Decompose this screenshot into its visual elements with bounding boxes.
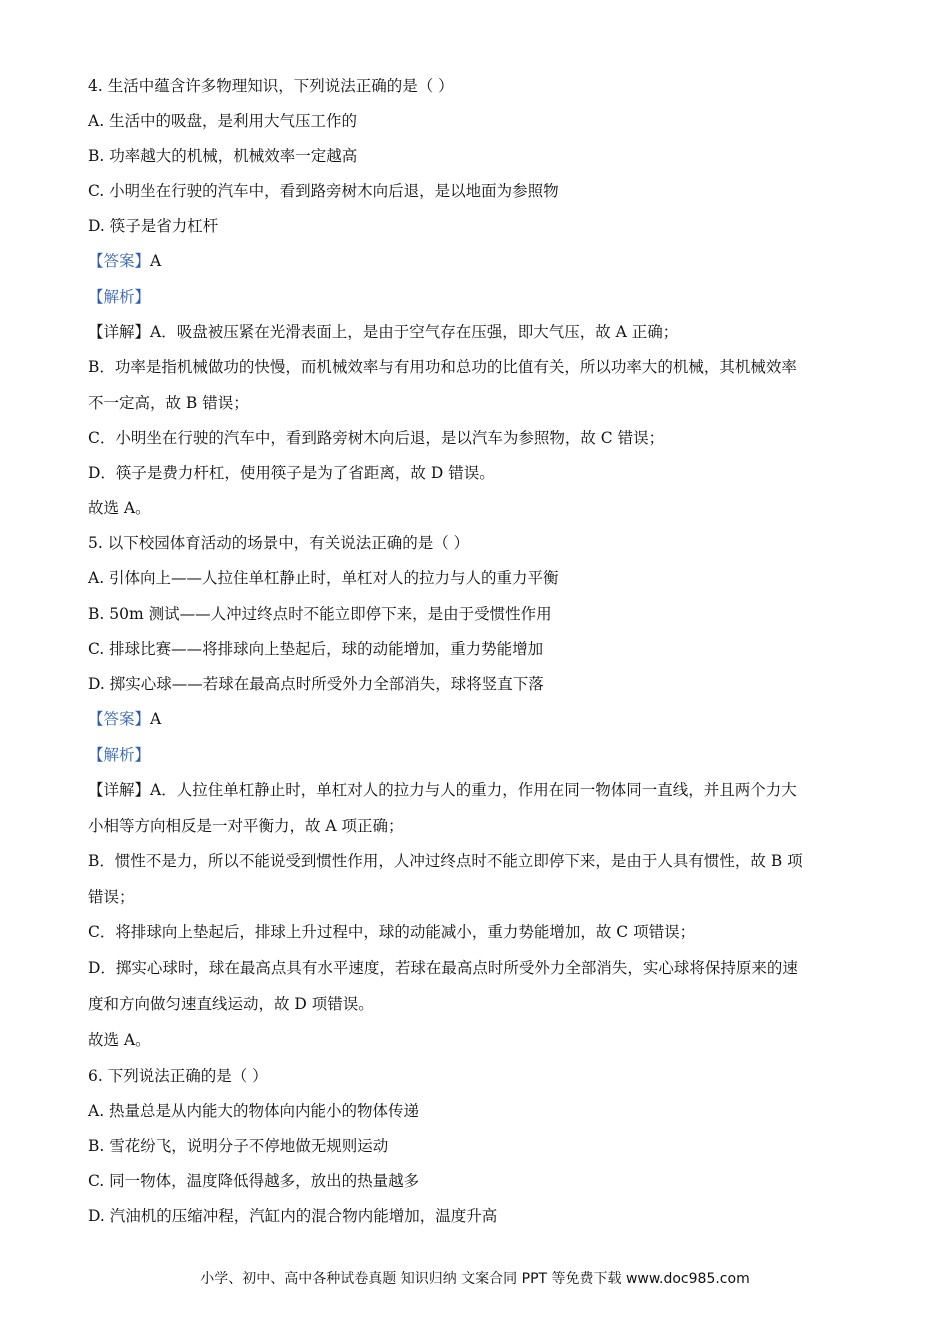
q4-explanation-d: D．筷子是费力杆杠，使用筷子是为了省距离，故 D 错误。: [88, 464, 495, 482]
q5-analysis-tag: 【解析】: [88, 746, 151, 764]
q5-option-b: B. 50m 测试——人冲过终点时不能立即停下来，是由于受惯性作用: [88, 605, 552, 623]
q4-explanation-c: C．小明坐在行驶的汽车中，看到路旁树木向后退，是以汽车为参照物，故 C 错误；: [88, 429, 665, 447]
q5-answer-value: A: [150, 710, 162, 728]
q5-option-d: D. 掷实心球——若球在最高点时所受外力全部消失，球将竖直下落: [88, 675, 544, 693]
q5-stem: 5. 以下校园体育活动的场景中，有关说法正确的是（ ）: [88, 534, 470, 552]
q4-option-c: C. 小明坐在行驶的汽车中，看到路旁树木向后退，是以地面为参照物: [88, 182, 559, 200]
q4-answer-tag: 【答案】: [88, 252, 151, 270]
q4-answer-value: A: [150, 252, 162, 270]
q5-answer-tag: 【答案】: [88, 710, 151, 728]
q5-explanation-b-cont: 错误；: [88, 888, 135, 906]
q5-option-c: C. 排球比赛——将排球向上垫起后，球的动能增加，重力势能增加: [88, 640, 544, 658]
q6-stem: 6. 下列说法正确的是（ ）: [88, 1067, 268, 1085]
q4-option-b: B. 功率越大的机械，机械效率一定越高: [88, 147, 358, 165]
q5-explanation-a-cont: 小相等方向相反是一对平衡力，故 A 项正确；: [88, 817, 404, 835]
q5-answer: [88, 709, 161, 729]
q4-explanation-a: 【详解】A．吸盘被压紧在光滑表面上，是由于空气存在压强，即大气压，故 A 正确；: [88, 323, 679, 341]
q4-stem: 4. 生活中蕴含许多物理知识，下列说法正确的是（ ）: [88, 77, 454, 95]
q4-detail-tag: 【详解】: [88, 323, 151, 341]
q4-conclusion: 故选 A。: [88, 499, 151, 517]
page-footer: 小学、初中、高中各种试卷真题 知识归纳 文案合同 PPT 等免费下载 www.doc985.com: [200, 1271, 750, 1287]
q5-detail-tag: 【详解】: [88, 781, 151, 799]
q5-explanation-d: D．掷实心球时，球在最高点具有水平速度，若球在最高点时所受外力全部消失，实心球将保持原来的速: [88, 959, 798, 977]
q5-conclusion: 故选 A。: [88, 1031, 151, 1049]
q4-option-a: A. 生活中的吸盘，是利用大气压工作的: [88, 112, 358, 130]
q6-option-c: C. 同一物体，温度降低得越多，放出的热量越多: [88, 1172, 420, 1190]
q4-analysis-tag: 【解析】: [88, 288, 151, 306]
q5-explanation-b: B．惯性不是力，所以不能说受到惯性作用，人冲过终点时不能立即停下来，是由于人具有惯性，故 B 项: [88, 852, 803, 870]
q6-option-a: A. 热量总是从内能大的物体向内能小的物体传递: [88, 1102, 420, 1120]
q5-option-a: A. 引体向上——人拉住单杠静止时，单杠对人的拉力与人的重力平衡: [88, 569, 559, 587]
q6-option-b: B. 雪花纷飞，说明分子不停地做无规则运动: [88, 1137, 389, 1155]
q5-explanation-a: 【详解】A．人拉住单杠静止时，单杠对人的拉力与人的重力，作用在同一物体同一直线，并且两个力大: [88, 781, 797, 799]
q4-option-d: D. 筷子是省力杠杆: [88, 217, 219, 235]
q4-explanation-b-cont: 不一定高，故 B 错误；: [88, 394, 249, 412]
q6-option-d: D. 汽油机的压缩冲程，汽缸内的混合物内能增加，温度升高: [88, 1207, 498, 1225]
q4-answer: [88, 251, 161, 271]
q5-explanation-c: C．将排球向上垫起后，排球上升过程中，球的动能减小，重力势能增加，故 C 项错误；: [88, 923, 696, 941]
q5-explanation-d-cont: 度和方向做匀速直线运动，故 D 项错误。: [88, 995, 374, 1013]
q4-explanation-b: B．功率是指机械做功的快慢，而机械效率与有用功和总功的比值有关，所以功率大的机械，其机械效率: [88, 358, 797, 376]
